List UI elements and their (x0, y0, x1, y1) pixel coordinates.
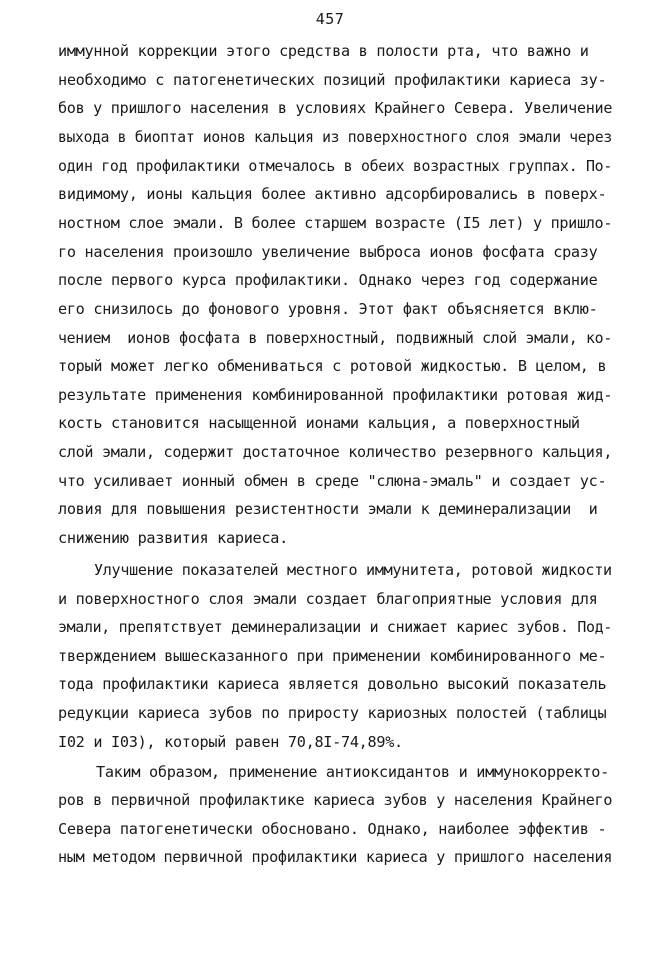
text-line: торый может легко обмениваться с ротовой жидкостью. В целом, в (58, 357, 607, 375)
text-line: иммунной коррекции этого средства в полости рта, что важно и (58, 42, 589, 60)
text-line: ловия для повышения резистентности эмали к деминерализации и (58, 500, 598, 518)
text-line: Улучшение показателей местного иммунитета, ротовой жидкости (94, 561, 612, 579)
text-line: что усиливает ионный обмен в среде "слюна-эмаль" и создает ус- (58, 472, 607, 490)
text-line: ров в первичной профилактике кариеса зубов у населения Крайнего (58, 791, 613, 809)
text-line: эмали, препятствует деминерализации и снижает кариес зубов. Под- (58, 618, 613, 636)
text-line: снижению развития кариеса. (58, 529, 288, 547)
text-line: слой эмали, содержит достаточное количество резервного кальция, (58, 443, 613, 461)
text-line: чением ионов фосфата в поверхностный, подвижный слой эмали, ко- (58, 329, 613, 347)
text-line: и поверхностного слоя эмали создает благоприятные условия для (58, 590, 598, 608)
text-line: Севера патогенетически обосновано. Однако, наиболее эффектив - (58, 820, 607, 838)
text-line: видимому, ионы кальция более активно адсорбировались в поверх- (58, 185, 607, 203)
text-line: I02 и I03), который равен 70,8I-74,89%. (58, 733, 403, 751)
text-line: кость становится насыщенной ионами кальция, а поверхностный (58, 414, 580, 432)
page-number: 457 (315, 10, 345, 28)
text-line: ностном слое эмали. В более старшем возрасте (I5 лет) у пришло- (58, 214, 613, 232)
text-line: результате применения комбинированной профилактики ротовая жид- (58, 386, 613, 404)
text-line: выхода в биоптат ионов кальция из поверхностного слоя эмали через (58, 128, 612, 146)
text-line: Таким образом, применение антиоксидантов и иммунокорректо- (96, 763, 609, 781)
text-line: редукции кариеса зубов по приросту кариозных полостей (таблицы (58, 704, 607, 722)
text-line: его снизилось до фонового уровня. Этот факт объясняется вклю- (58, 300, 598, 318)
text-line: бов у пришлого населения в условиях Крайнего Севера. Увеличение (58, 99, 613, 117)
text-line: тверждением вышесказанного при применении комбинированного ме- (58, 647, 607, 665)
text-line: необходимо с патогенетических позиций профилактики кариеса зу- (58, 71, 607, 89)
text-line: го населения произошло увеличение выброса ионов фосфата сразу (58, 243, 598, 261)
text-line: тода профилактики кариеса является довольно высокий показатель (58, 675, 607, 693)
text-line: после первого курса профилактики. Однако через год содержание (58, 271, 598, 289)
text-line: ным методом первичной профилактики кариеса у пришлого населения (58, 848, 613, 866)
text-line: один год профилактики отмечалось в обеих возрастных группах. По- (58, 157, 613, 175)
